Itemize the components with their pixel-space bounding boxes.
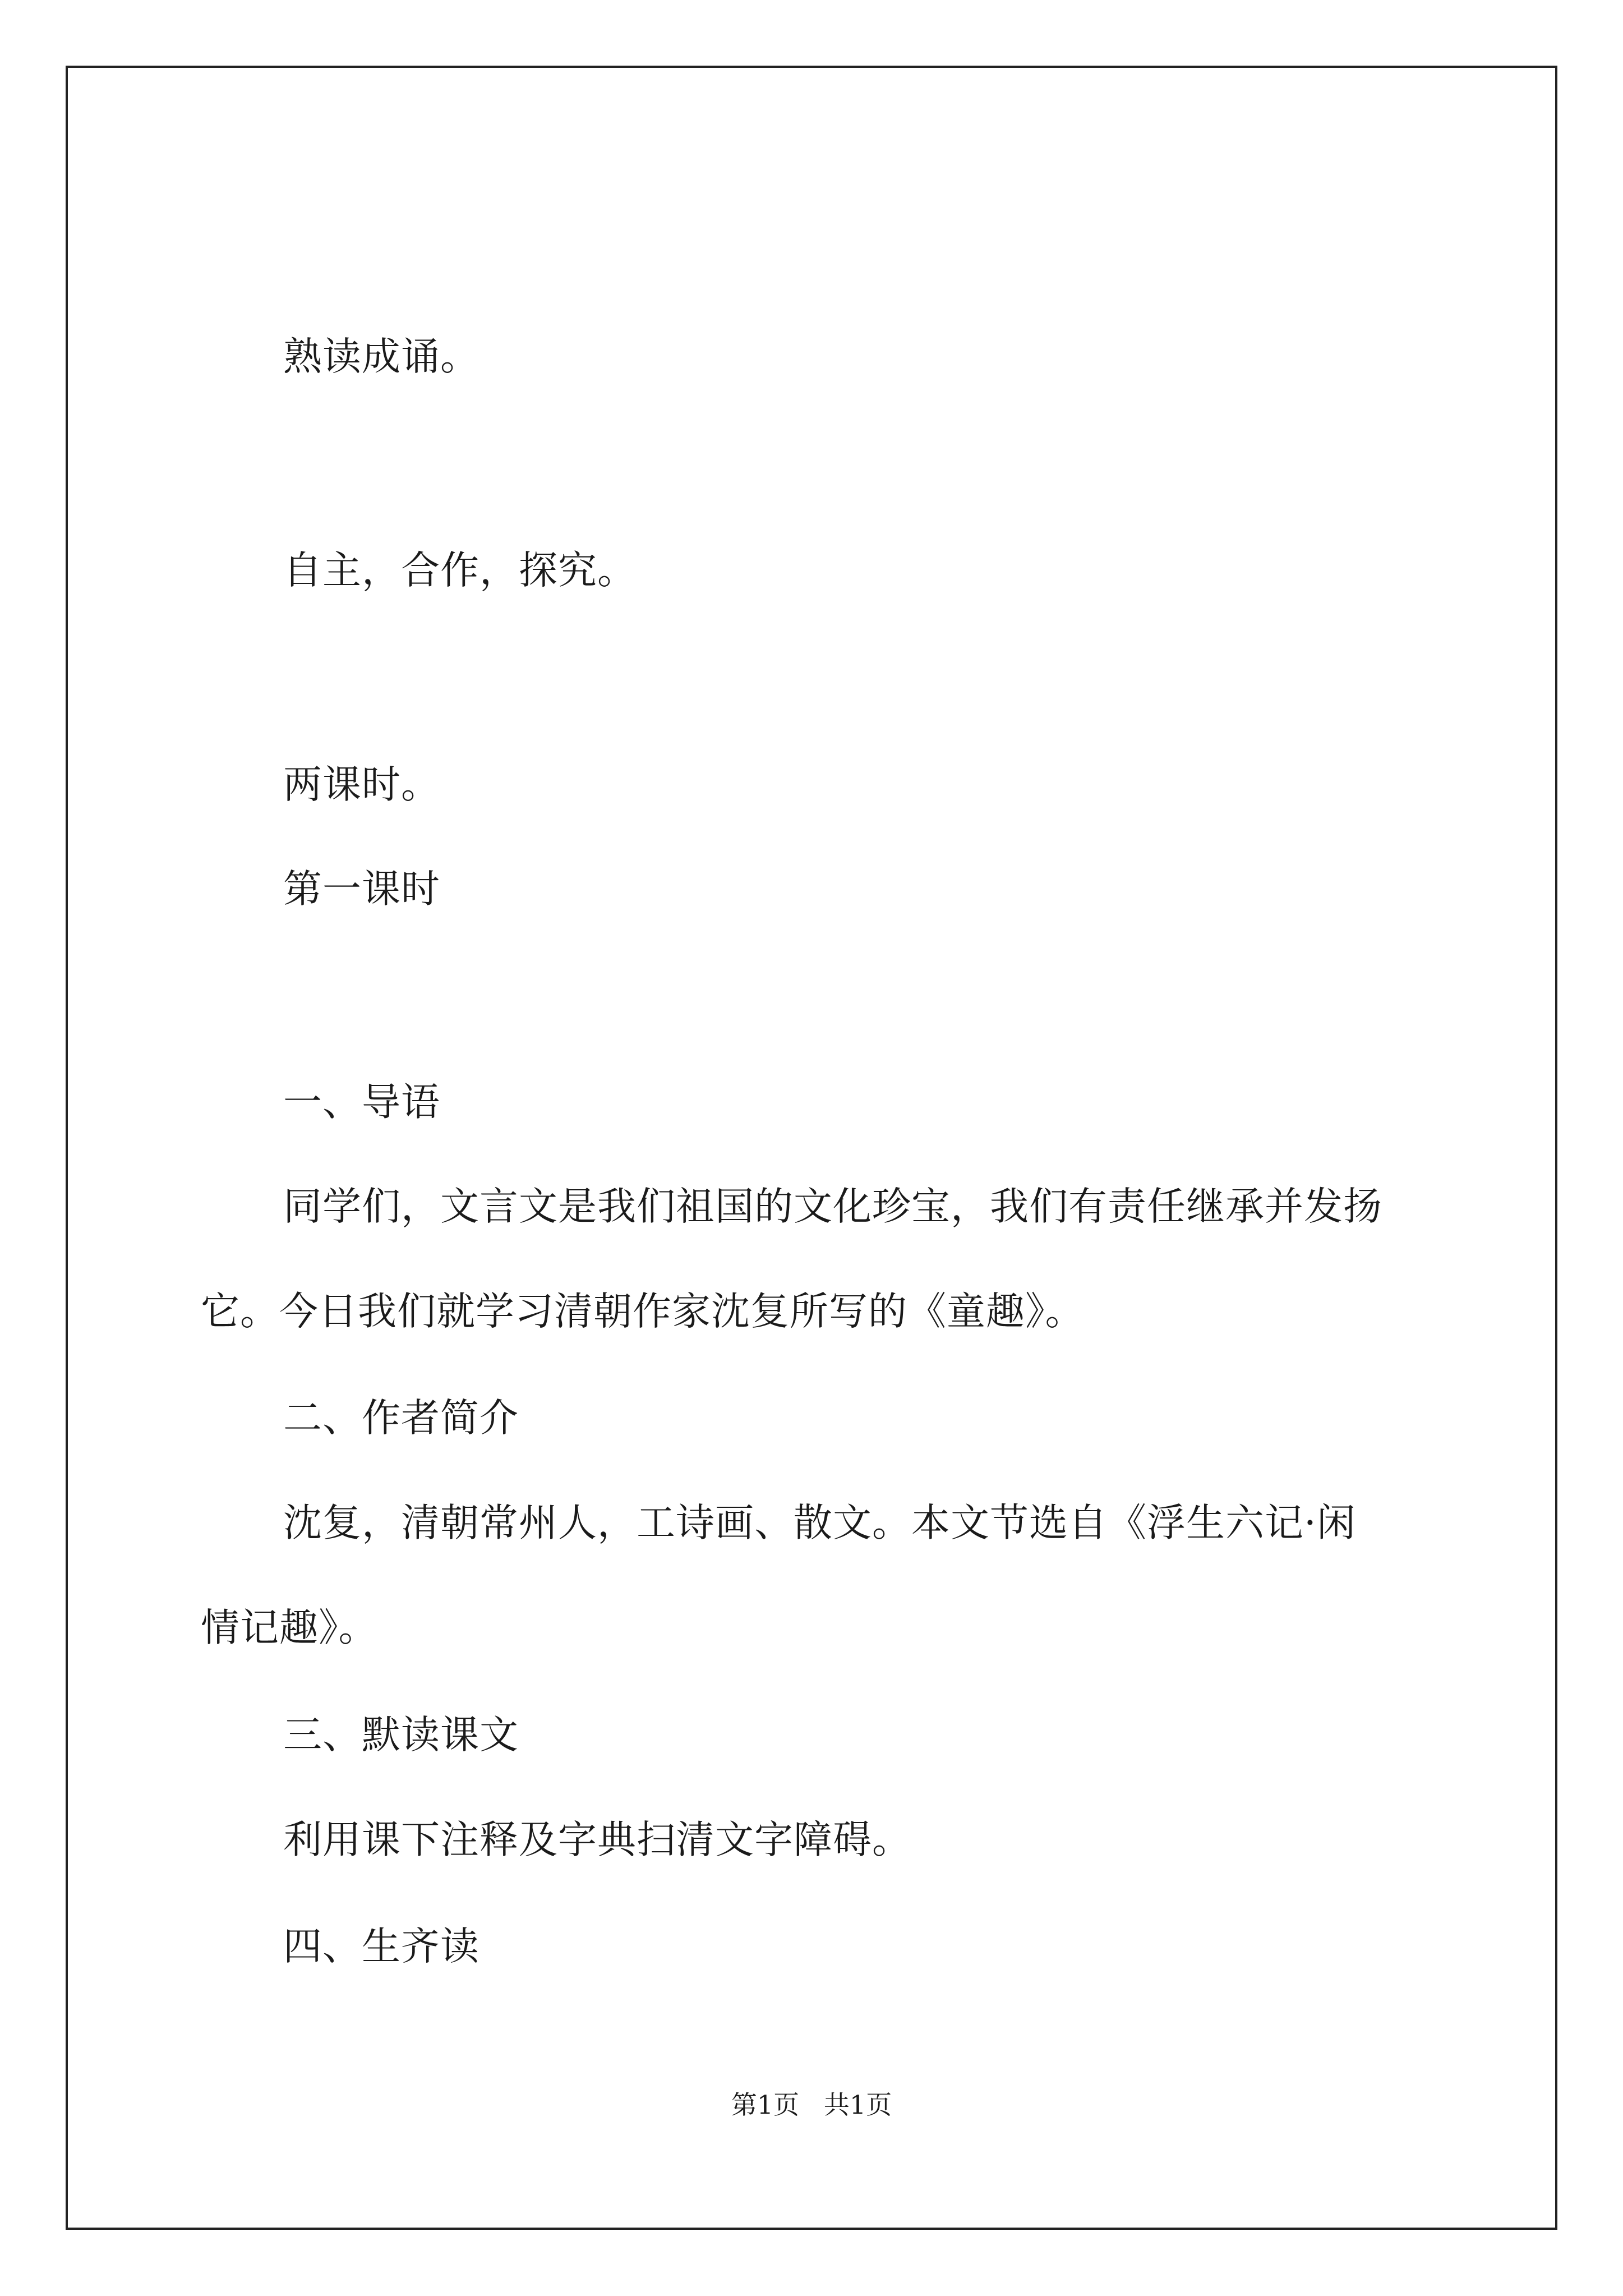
line-method: 自主，合作，探究。	[283, 548, 637, 593]
heading-introduction: 一、导语	[283, 1080, 440, 1125]
line-first-lesson: 第一课时	[283, 867, 440, 912]
line-duration: 两课时。	[283, 762, 440, 807]
line-recite: 熟读成诵。	[283, 334, 479, 379]
heading-author: 二、作者简介	[283, 1396, 519, 1441]
heading-group-reading: 四、生齐读	[283, 1924, 479, 1969]
paragraph-introduction-line-2: 它。今日我们就学习清朝作家沈复所写的《童趣》。	[201, 1289, 1085, 1334]
page-border	[66, 66, 1557, 2230]
paragraph-author-line-1: 沈复，清朝常州人，工诗画、散文。本文节选自《浮生六记·闲	[283, 1501, 1356, 1545]
heading-silent-reading: 三、默读课文	[283, 1713, 519, 1757]
page-footer: 第1页 共1页	[731, 2090, 892, 2120]
paragraph-silent-reading: 利用课下注释及字典扫清文字障碍。	[283, 1818, 911, 1862]
paragraph-author-line-2: 情记趣》。	[201, 1605, 378, 1650]
paragraph-introduction-line-1: 同学们，文言文是我们祖国的文化珍宝，我们有责任继承并发扬	[283, 1184, 1382, 1229]
